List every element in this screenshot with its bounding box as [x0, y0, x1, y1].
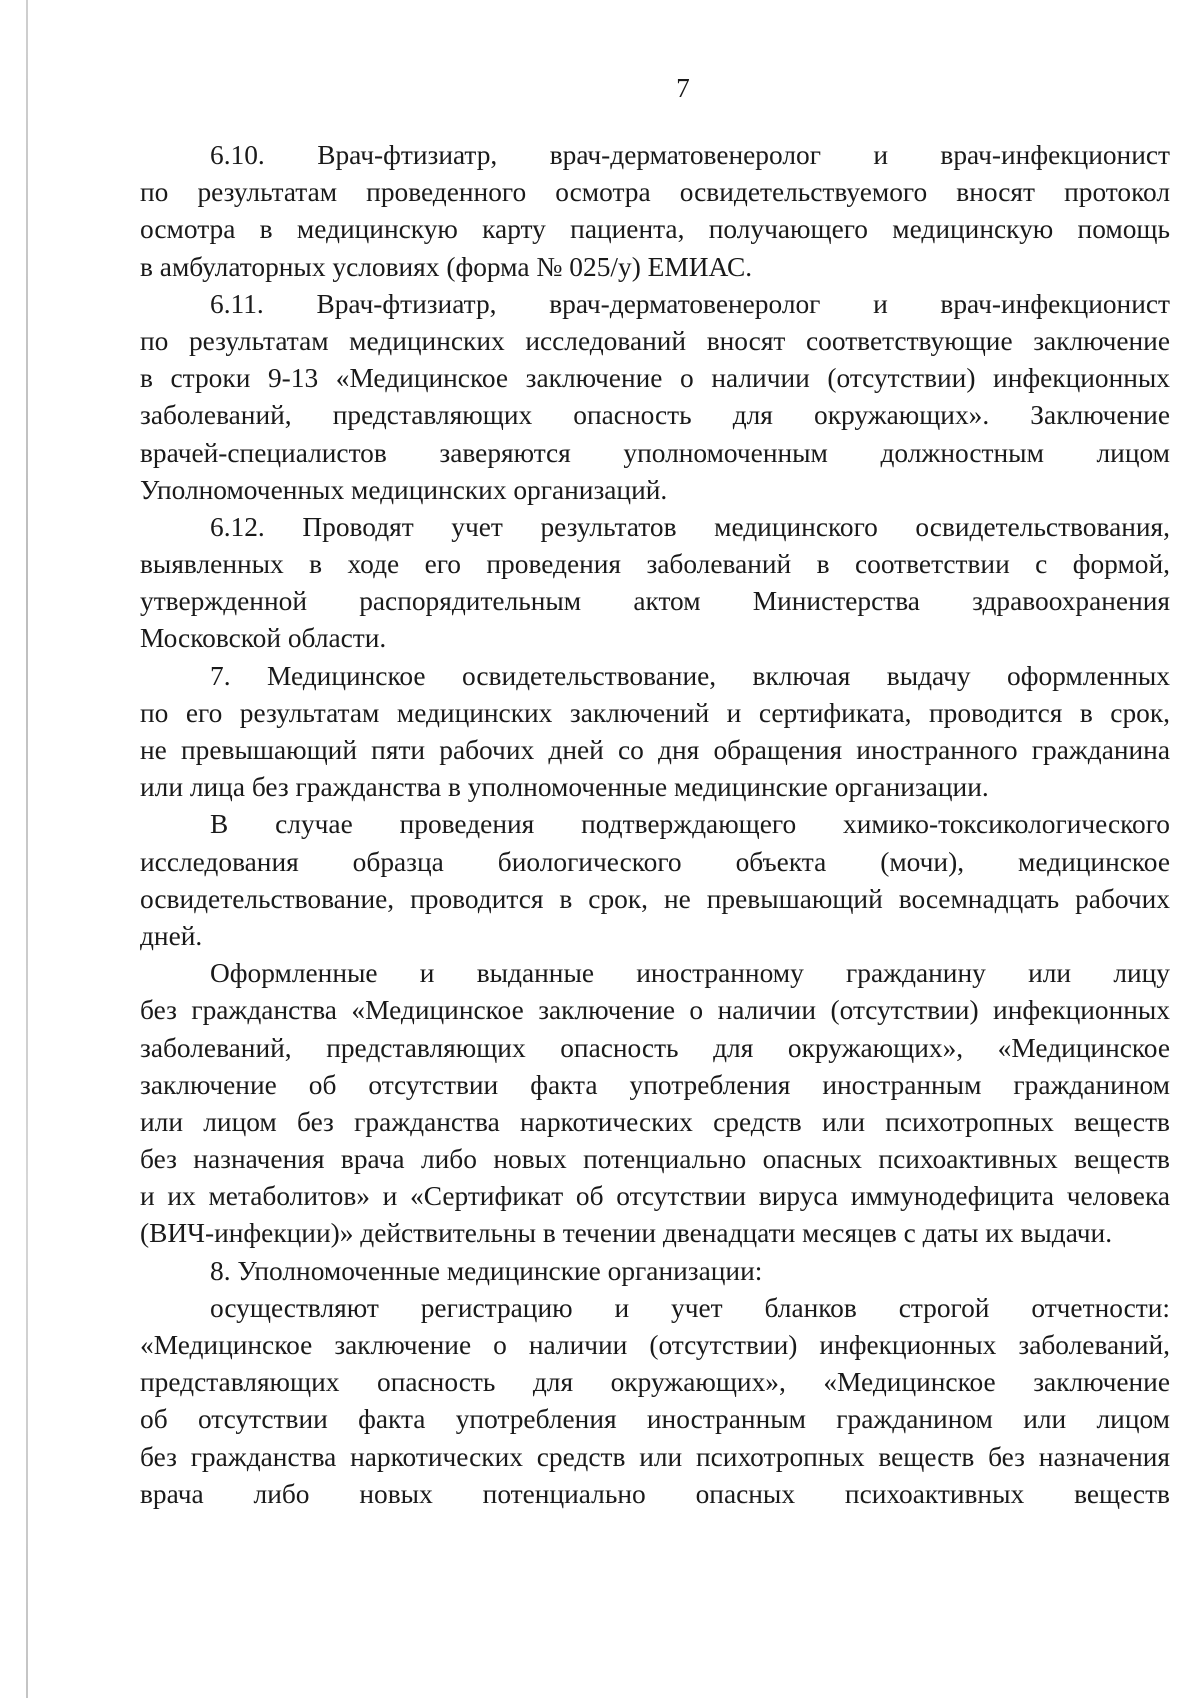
text-line: не превышающий пяти рабочих дней со дня обращения иностранного гражданина: [140, 735, 1170, 765]
text-line: Оформленные и выданные иностранному гражданину или лицу: [210, 958, 1170, 989]
text-line: или лица без гражданства в уполномоченные медицинские организации.: [140, 772, 989, 803]
text-line: и их метаболитов» и «Сертификат об отсутствии вируса иммунодефицита человека: [140, 1181, 1170, 1212]
text-line: осмотра в медицинскую карту пациента, получающего медицинскую помощь: [140, 214, 1170, 245]
text-line: по результатам проведенного осмотра освидетельствуемого вносят протокол: [140, 177, 1170, 208]
paragraph-p-6-12: [140, 509, 1170, 658]
text-line: заболеваний, представляющих опасность для окружающих». Заключение: [140, 400, 1170, 431]
text-line: об отсутствии факта употребления иностранным гражданином или лицом: [140, 1404, 1170, 1435]
text-line: 8. Уполномоченные медицинские организации:: [210, 1255, 763, 1286]
document-page: [140, 70, 1170, 1513]
paragraph-p-7-validity: [140, 955, 1170, 1253]
text-line: в амбулаторных условиях (форма № 025/у) ЕМИАС.: [140, 251, 753, 282]
text-line: без гражданства наркотических средств или психотропных веществ без назначения: [140, 1441, 1170, 1472]
paragraph-p-8: [140, 1253, 1170, 1290]
scan-edge-line: [26, 0, 28, 1698]
text-line: утвержденной распорядительным актом Министерства здравоохранения: [140, 586, 1170, 617]
text-line: или лицом без гражданства наркотических средств или психотропных веществ: [140, 1106, 1170, 1137]
text-line: без гражданства «Медицинское заключение о наличии (отсутствии) инфекционных: [140, 995, 1170, 1026]
paragraph-p-7-chem: [140, 806, 1170, 955]
page-number: 7: [676, 73, 690, 103]
paragraph-p-7: [140, 658, 1170, 807]
text-line: (ВИЧ-инфекции)» действительны в течении двенадцати месяцев с даты их выдачи.: [140, 1218, 1113, 1249]
text-line: дней.: [140, 920, 203, 951]
paragraph-p-6-10: [140, 137, 1170, 286]
text-line: врачей-специалистов заверяются уполномоченным должностным лицом: [140, 437, 1170, 468]
text-line: выявленных в ходе его проведения заболеваний в соответствии с формой,: [140, 549, 1170, 580]
paragraph-p-8-reg: [140, 1290, 1170, 1513]
text-line: в строки 9-13 «Медицинское заключение о наличии (отсутствии) инфекционных: [140, 363, 1170, 394]
text-line: без назначения врача либо новых потенциально опасных психоактивных веществ: [140, 1144, 1170, 1175]
text-line: 7. Медицинское освидетельствование, включая выдачу оформленных: [210, 660, 1170, 691]
text-line: 6.10. Врач-фтизиатр, врач-дерматовенеролог и врач-инфекционист: [210, 140, 1170, 170]
text-line: по результатам медицинских исследований вносят соответствующие заключение: [140, 325, 1170, 356]
text-line: врача либо новых потенциально опасных психоактивных веществ: [140, 1478, 1170, 1509]
paragraph-p-6-11: [140, 286, 1170, 509]
text-line: Уполномоченных медицинских организаций.: [140, 474, 668, 505]
text-line: по его результатам медицинских заключений и сертификата, проводится в срок,: [140, 697, 1170, 728]
text-line: В случае проведения подтверждающего химико-токсикологического: [210, 809, 1170, 840]
text-line: представляющих опасность для окружающих», «Медицинское заключение: [140, 1367, 1170, 1398]
text-line: «Медицинское заключение о наличии (отсутствии) инфекционных заболеваний,: [140, 1330, 1170, 1360]
document-body: [140, 137, 1170, 1513]
text-line: осуществляют регистрацию и учет бланков строгой отчетности:: [210, 1292, 1170, 1323]
text-line: заболеваний, представляющих опасность для окружающих», «Медицинское: [140, 1032, 1170, 1063]
text-line: заключение об отсутствии факта употребления иностранным гражданином: [140, 1069, 1170, 1100]
text-line: 6.11. Врач-фтизиатр, врач-дерматовенеролог и врач-инфекционист: [210, 288, 1170, 319]
text-line: Московской области.: [140, 623, 387, 654]
text-line: 6.12. Проводят учет результатов медицинского освидетельствования,: [210, 511, 1170, 542]
text-line: освидетельствование, проводится в срок, не превышающий восемнадцать рабочих: [140, 883, 1170, 914]
text-line: исследования образца биологического объекта (мочи), медицинское: [140, 846, 1170, 877]
